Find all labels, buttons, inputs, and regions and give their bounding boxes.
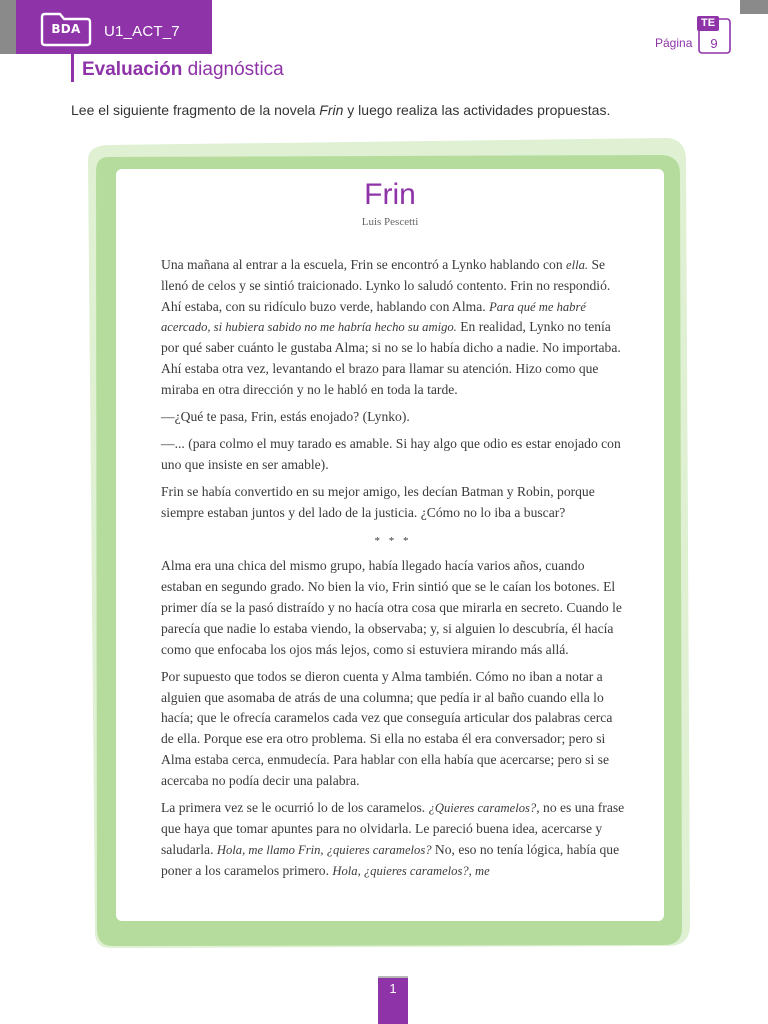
paragraph: —¿Qué te pasa, Frin, estás enojado? (Lynko). (161, 409, 410, 425)
paragraph: La primera vez se le ocurrió lo de los caramelos. ¿Quieres caramelos?, no es una frase que haya que tomar apuntes para no olvidarla. Le pareció buena idea, acercarse y saludarla. Hola, me llamo Frin, ¿quieres caramelos? No, eso no tenía lógica, había que poner a los caramelos primero. Hola, ¿quieres caramelos?, me (161, 800, 625, 878)
paragraph: —... (para colmo el muy tarado es amable. Si hay algo que odio es estar enojado con uno que insiste en ser amable). (161, 436, 621, 473)
page-badge-tag: TE (700, 17, 716, 29)
story-title: Frin (364, 178, 416, 211)
page-label: Página (655, 36, 693, 50)
paragraph: Frin se había convertido en su mejor amigo, les decían Batman y Robin, porque siempre estaban juntos y del lado de la justicia. ¿Cómo no lo iba a buscar? (161, 484, 595, 521)
paragraph: Por supuesto que todos se dieron cuenta y Alma también. Cómo no iban a notar a alguien que asomaba de atrás de una columna; que pedía ir al baño cuando ella lo hacía; que le ofrecía caramelos cada vez que conseguía articular dos palabras cerca de ella. Porque ese era otro problema. Si ella no estaba él era conversador; pero si Alma estaba cerca, enmudecía. Para hablar con ella había que acercarse; pero si se acercaba no podía decir una palabra. (161, 668, 613, 788)
section-separator: * * * (374, 534, 412, 547)
story-author: Luis Pescetti (361, 216, 419, 228)
activity-code: U1_ACT_7 (104, 23, 180, 40)
brand-label: BDA (51, 22, 81, 36)
story-text (161, 255, 625, 888)
instructions: Lee el siguiente fragmento de la novela Frin y luego realiza las actividades propuestas. (71, 102, 611, 118)
paragraph: Alma era una chica del mismo grupo, había llegado hacía varios años, cuando estaban en segundo grado. No bien la vio, Frin sintió que se le caían los botones. El primer día se la pasó distraído y no hacía otra cosa que mirarla en secreto. Cuando le parecía que nadie lo estaba viendo, la observaba; y, si alguien lo descubría, él hacía como que enfocaba los ojos más lejos, como si estuviera mirando más allá. (161, 558, 622, 657)
footer-page-number: 1 (389, 981, 397, 996)
page-number: 9 (710, 36, 718, 51)
paragraph: Una mañana al entrar a la escuela, Frin se encontró a Lynko hablando con ella. Se llenó de celos y se sintió traicionado. Lynko lo saludó contento. Frin no respondió. Ahí estaba, con su ridículo buzo verde, hablando con Alma. Para qué me habré acercado, si hubiera sabido no me habría hecho su amigo. En realidad, Lynko no tenía por qué saber cuánto le gustaba Alma; si no se lo había dicho a nadie. No importaba. Ahí estaba otra vez, levantando el brazo para llamar su atención. Hizo como que miraba en otra dirección y no le habló en toda la tarde. (161, 257, 621, 397)
section-title: Evaluación diagnóstica (82, 59, 284, 80)
